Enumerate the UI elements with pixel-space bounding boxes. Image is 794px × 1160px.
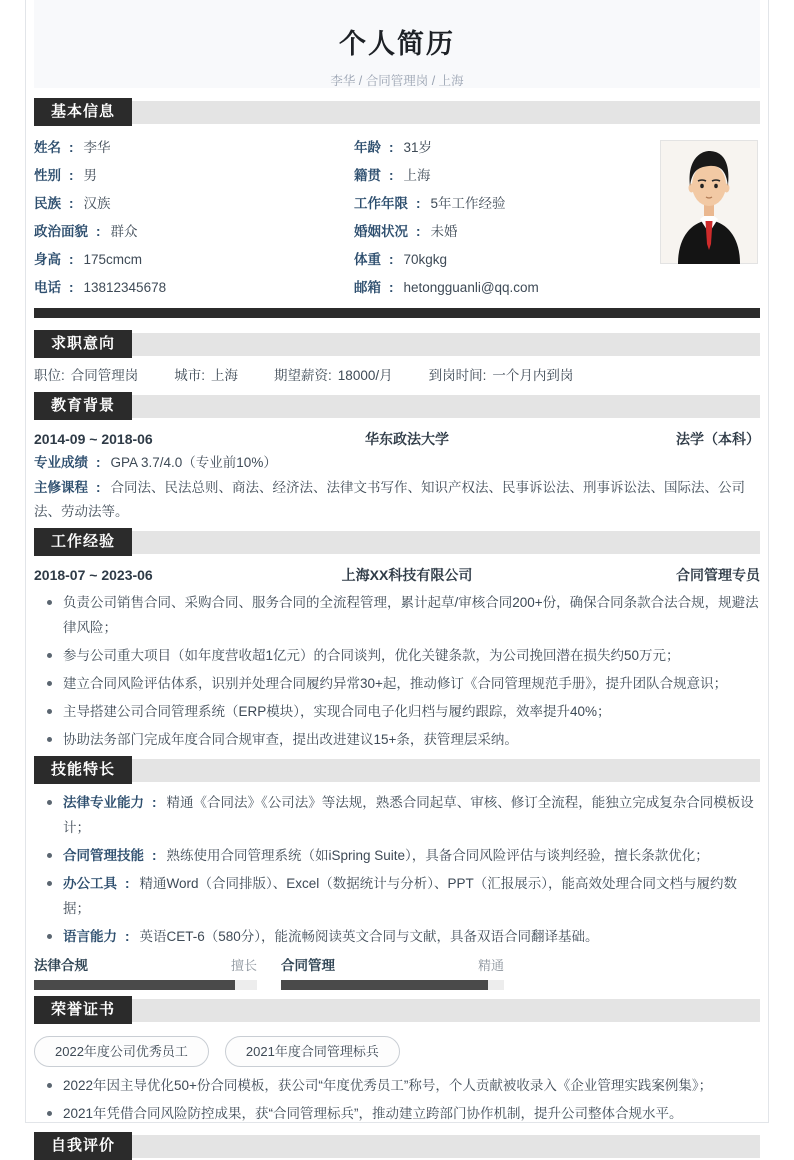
info-row-age: [354, 134, 652, 162]
bullet-dot: [47, 653, 52, 658]
work-header-row: [34, 566, 760, 584]
intent-item-salary: 期望薪资: 18000/月: [274, 368, 393, 383]
resume-page: [25, 0, 769, 1154]
resume-header: [34, 0, 760, 88]
honors-bullet-list: [34, 1073, 760, 1126]
education-period: 2014-09 ~ 2018-06: [34, 431, 153, 447]
skill-bar-level: 精通: [477, 958, 504, 973]
skills-bullet-list: [34, 790, 760, 949]
info-row-phone: [34, 274, 354, 302]
education-degree: 法学（本科）: [676, 431, 760, 447]
info-value: 上海: [403, 168, 431, 183]
basic-info-columns: [34, 134, 652, 302]
bullet-dot: [47, 1083, 52, 1088]
education-courses-line: 主修课程 : 合同法、民法总则、商法、经济法、法律文书写作、知识产权法、民事诉讼法、刑事诉讼法、国际法、公司法、劳动法等。: [34, 480, 745, 519]
info-label: 身高: [34, 252, 61, 267]
info-value: hetongguanli@qq.com: [403, 280, 539, 295]
work-bullet-list: [34, 590, 760, 752]
skill-bar-track: [34, 980, 257, 990]
info-value: 群众: [110, 224, 138, 239]
colon: :: [69, 168, 74, 183]
colon: :: [69, 252, 74, 267]
info-label: 性别: [34, 168, 61, 183]
info-label: 工作年限: [354, 196, 408, 211]
colon: :: [69, 280, 74, 295]
colon: :: [69, 196, 74, 211]
info-row-weight: [354, 246, 652, 274]
info-row-ethnicity: [34, 190, 354, 218]
intent-item-position: 职位: 合同管理岗: [34, 368, 139, 383]
colon: :: [416, 224, 421, 239]
info-label: 年龄: [354, 140, 381, 155]
education-gpa-line: 专业成绩 : GPA 3.7/4.0（专业前10%）: [34, 455, 277, 470]
section-bar: [34, 395, 760, 418]
education-header-row: [34, 430, 760, 448]
avatar-illustration: [660, 140, 758, 264]
info-value: 男: [83, 168, 97, 183]
info-value: 汉族: [83, 196, 111, 211]
info-row-email: [354, 274, 652, 302]
basic-info-left-column: [34, 134, 354, 302]
info-value: 31岁: [403, 140, 433, 155]
courses-value: 合同法、民法总则、商法、经济法、法律文书写作、知识产权法、民事诉讼法、刑事诉讼法、国际法、公司法、劳动法等。: [34, 480, 745, 519]
bullet-dot: [47, 681, 52, 686]
education-school: 华东政法大学: [365, 431, 449, 447]
skill-bars: [34, 957, 760, 990]
section-header-skills: [34, 756, 760, 784]
info-label: 民族: [34, 196, 61, 211]
skill-bar-track: [281, 980, 504, 990]
bullet-dot: [47, 600, 52, 605]
honor-badge: 2021年度合同管理标兵: [225, 1036, 400, 1067]
colon: :: [389, 252, 394, 267]
honor-bullet: 2022年因主导优化50+份合同模板，获公司“年度优秀员工”称号，个人贡献被收录入《企业管理实践案例集》；: [34, 1073, 760, 1098]
skill-bullet: 语言能力 : 英语CET-6（580分），能流畅阅读英文合同与文献，具备双语合同翻译基础。: [34, 924, 760, 949]
work-bullet: 负责公司销售合同、采购合同、服务合同的全流程管理，累计起草/审核合同200+份，确保合同条款合法合规，规避法律风险；: [34, 590, 760, 640]
colon: :: [389, 168, 394, 183]
info-label: 电话: [34, 280, 61, 295]
section-tab-work: 工作经验: [34, 528, 132, 556]
info-value: 175cmcm: [83, 252, 143, 267]
info-row-marital: [354, 218, 652, 246]
section-header-honors: [34, 996, 760, 1024]
colon: :: [96, 224, 101, 239]
info-label: 籍贯: [354, 168, 381, 183]
intent-item-availability: 到岗时间: 一个月内到岗: [428, 368, 574, 383]
page-subtitle: 李华 / 合同管理岗 / 上海: [330, 74, 464, 88]
section-header-work: [34, 528, 760, 556]
info-value: 未婚: [430, 224, 458, 239]
info-label: 政治面貌: [34, 224, 88, 239]
job-intent-line: [34, 364, 760, 388]
info-label: 姓名: [34, 140, 61, 155]
info-row-hometown: [354, 162, 652, 190]
work-bullet: 建立合同风险评估体系，识别并处理合同履约异常30+起，推动修订《合同管理规范手册》，提升团队合规意识；: [34, 671, 760, 696]
colon: :: [389, 140, 394, 155]
basic-info-block: [34, 134, 760, 302]
intent-item-city: 城市: 上海: [174, 368, 239, 383]
info-label: 婚姻状况: [354, 224, 408, 239]
section-header-intent: [34, 330, 760, 358]
courses-label: 主修课程: [34, 480, 88, 495]
section-tab-intent: 求职意向: [34, 330, 132, 358]
work-company: 上海XX科技有限公司: [341, 567, 473, 583]
info-value: 13812345678: [83, 280, 167, 295]
section-header-basic: [34, 98, 760, 126]
section-bar: [34, 333, 760, 356]
skill-bar-level: 擅长: [230, 958, 257, 973]
skill-bullet: 法律专业能力 : 精通《合同法》《公司法》等法规，熟悉合同起草、审核、修订全流程，能独立完成复杂合同模板设计；: [34, 790, 760, 840]
info-row-political: [34, 218, 354, 246]
profile-photo: [660, 140, 758, 264]
work-period: 2018-07 ~ 2023-06: [34, 567, 153, 583]
section-bar: [34, 759, 760, 782]
gpa-label: 专业成绩: [34, 455, 88, 470]
honor-badge: 2022年度公司优秀员工: [34, 1036, 209, 1067]
bullet-dot: [47, 881, 52, 886]
work-bullet: 参与公司重大项目（如年度营收超1亿元）的合同谈判，优化关键条款，为公司挽回潜在损失约50万元；: [34, 643, 760, 668]
section-tab-skills: 技能特长: [34, 756, 132, 784]
section-tab-education: 教育背景: [34, 392, 132, 420]
section-bar: [34, 1135, 760, 1158]
colon: :: [416, 196, 421, 211]
skill-bar-name: 法律合规: [34, 958, 88, 973]
bullet-dot: [47, 853, 52, 858]
skill-bar-fill: [281, 980, 488, 990]
section-bar: [34, 101, 760, 124]
info-value: 李华: [83, 140, 111, 155]
skill-bullet: 办公工具 : 精通Word（合同排版）、Excel（数据统计与分析）、PPT（汇报展示），能高效处理合同文档与履约数据；: [34, 871, 760, 921]
colon: :: [69, 140, 74, 155]
section-tab-honors: 荣誉证书: [34, 996, 132, 1024]
bullet-dot: [47, 1111, 52, 1116]
bullet-dot: [47, 800, 52, 805]
skill-bar-fill: [34, 980, 235, 990]
section-tab-self-eval: 自我评价: [34, 1132, 132, 1160]
info-row-height: [34, 246, 354, 274]
bullet-dot: [47, 709, 52, 714]
work-role: 合同管理专员: [676, 567, 760, 583]
colon: :: [389, 280, 394, 295]
honor-bullet: 2021年凭借合同风险防控成果，获“合同管理标兵”，推动建立跨部门协作机制，提升公司整体合规水平。: [34, 1101, 760, 1126]
basic-info-right-column: [354, 134, 652, 302]
work-bullet: 主导搭建公司合同管理系统（ERP模块），实现合同电子化归档与履约跟踪，效率提升40%；: [34, 699, 760, 724]
info-row-name: [34, 134, 354, 162]
skill-bullet: 合同管理技能 : 熟练使用合同管理系统（如iSpring Suite），具备合同风险评估与谈判经验，擅长条款优化；: [34, 843, 760, 868]
work-bullet: 协助法务部门完成年度合同合规审查，提出改进建议15+条，获管理层采纳。: [34, 727, 760, 752]
info-row-experience-years: [354, 190, 652, 218]
skill-bar-legal: [34, 957, 257, 990]
section-divider: [34, 308, 760, 318]
section-bar: [34, 531, 760, 554]
section-header-education: [34, 392, 760, 420]
info-value: 5年工作经验: [430, 196, 506, 211]
info-value: 70kgkg: [403, 252, 448, 267]
gpa-value: GPA 3.7/4.0（专业前10%）: [110, 455, 277, 470]
section-header-self-eval: [34, 1132, 760, 1160]
skill-bar-contract: [281, 957, 504, 990]
skill-bar-name: 合同管理: [281, 958, 335, 973]
info-label: 体重: [354, 252, 381, 267]
info-label: 邮箱: [354, 280, 381, 295]
section-tab-basic: 基本信息: [34, 98, 132, 126]
section-bar: [34, 999, 760, 1022]
honor-badges: [34, 1036, 760, 1067]
page-title: 个人简历: [339, 29, 455, 59]
bullet-dot: [47, 737, 52, 742]
info-row-gender: [34, 162, 354, 190]
bullet-dot: [47, 934, 52, 939]
